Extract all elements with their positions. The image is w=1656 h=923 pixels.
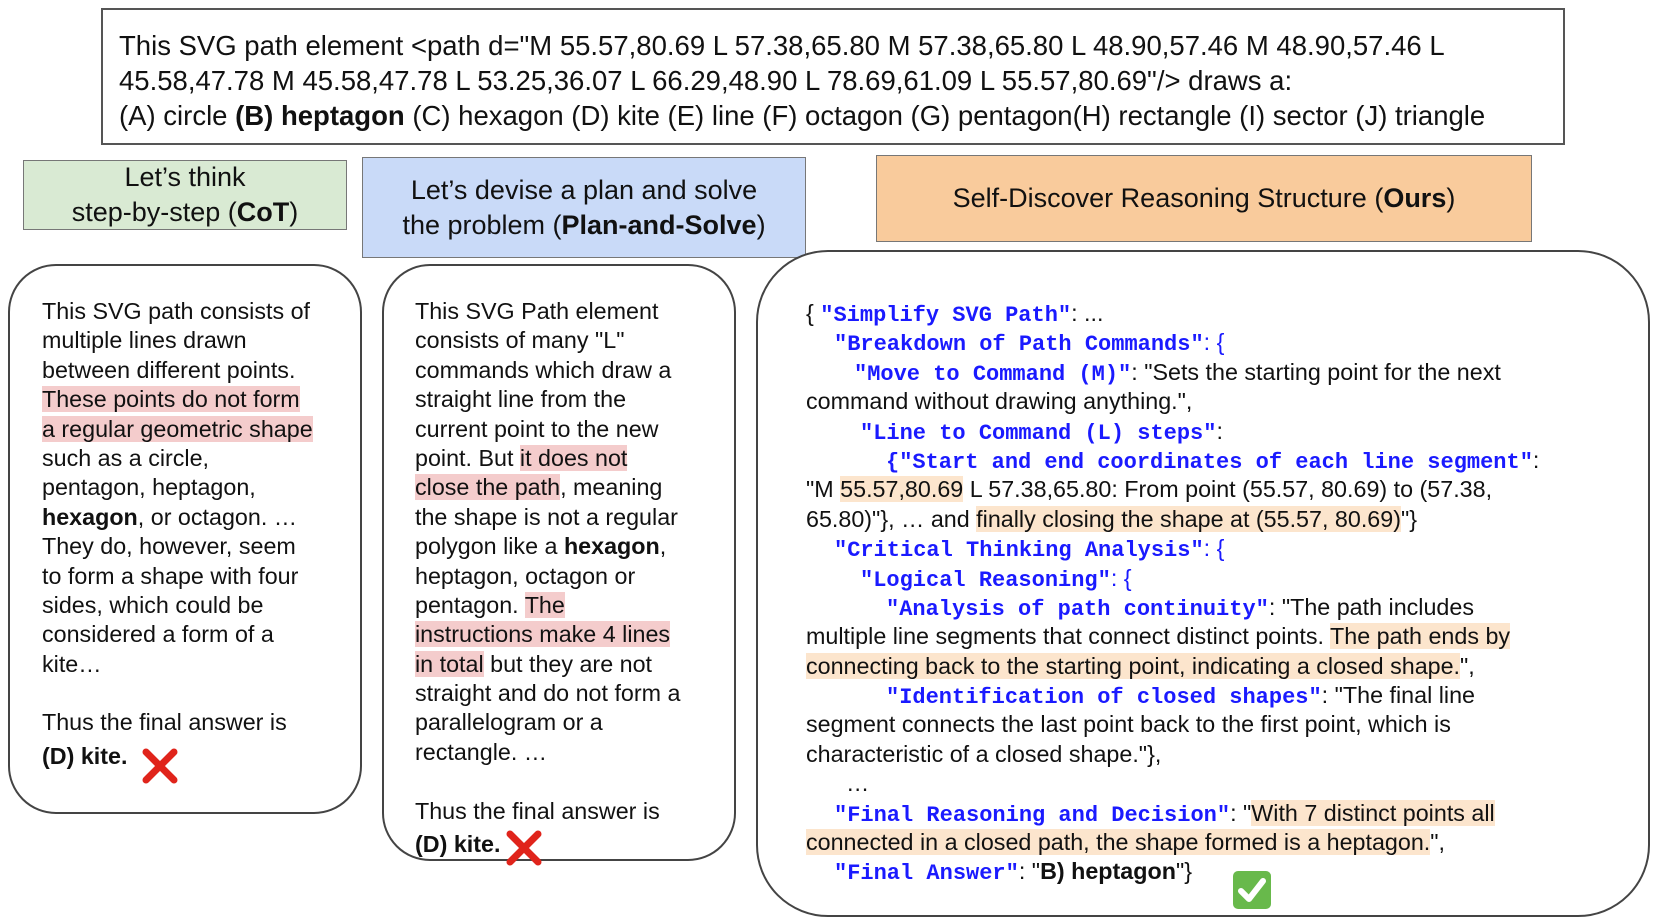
module-value: "} [1175,858,1193,885]
cot-line: to form a shape with four [42,562,299,589]
ours-line [806,475,1539,504]
ours-line [806,446,1539,475]
ours-text: multiple line segments that connect distinct points. [806,623,1331,650]
cot-spacer [42,679,313,708]
cot-header-abbr: CoT [236,197,290,227]
cot-line [42,415,313,444]
ps-spacer [415,767,680,796]
cot-line: considered a form of a [42,621,274,648]
ps-answer: (D) kite. [415,831,501,858]
module-value: : [1532,446,1540,473]
ours-line [806,681,1539,710]
cot-line: multiple lines drawn [42,327,247,354]
option-a: (A) circle [119,100,236,131]
ps-line: current point to the new [415,415,659,442]
ours-line [806,799,1539,828]
ours-line: segment connects the last point back to the first point, which is [806,711,1451,738]
module-key: "Simplify SVG Path" [820,303,1072,328]
ps-error-highlight: The [524,591,565,618]
question-box [101,8,1565,145]
ps-line [415,620,680,649]
ps-final-text: Thus the final answer is [415,797,660,824]
ours-text: ", [1460,652,1475,679]
open-brace: { [806,300,821,326]
ps-line: straight and do not form a [415,680,681,707]
ps-line [415,444,680,473]
cot-error-highlight: These points do not form [42,386,300,413]
cot-header [23,160,347,230]
cot-answer: (D) kite. [42,743,128,770]
ours-text: L 57.38,65.80: From point (55.57, 80.69) to (57.38, [963,476,1493,503]
ps-header-line-1: Let’s devise a plan and solve [410,174,758,205]
cot-line: kite… [42,650,102,677]
ps-line [415,532,680,561]
ps-line [415,650,680,679]
module-value: : "The path includes [1268,593,1474,620]
ps-line: heptagon, octagon or [415,562,636,589]
ps-error-highlight: instructions make 4 lines [415,621,671,648]
ours-line [806,593,1539,622]
ours-line [806,857,1539,886]
ours-line [806,564,1539,593]
correct-highlight: With 7 distinct points all [1251,799,1495,826]
cot-bold-word: hexagon [42,503,138,530]
cot-line-text: , or octagon. … [137,503,298,530]
correct-highlight: 55.57,80.69 [840,476,964,503]
ellipsis: … [846,770,870,797]
ps-line-text: point. But [415,444,520,471]
correct-highlight: connected in a closed path, the shape formed is a heptagon. [806,829,1431,856]
ours-line [806,299,1539,328]
cot-error-highlight: a regular geometric shape [42,415,313,442]
module-value: : "The final line [1321,682,1475,709]
ps-line-text: polygon like a [415,533,564,560]
cot-line: pentagon, heptagon, [42,474,256,501]
module-value: : { [1110,564,1132,591]
self-discover-structure [806,299,1539,887]
correct-highlight: The path ends by [1330,623,1511,650]
cot-header-text: step-by-step ( [71,197,237,227]
final-answer: B) heptagon [1040,858,1176,885]
ps-error-highlight: close the path [415,474,561,501]
cot-line [42,503,313,532]
ps-line-text: , meaning [560,474,663,501]
ps-header-close: ) [756,209,766,240]
module-value: : " [1230,799,1252,826]
question-line-2: 45.58,47.78 M 45.58,47.78 L 53.25,36.07 L 66.29,48.90 L 78.69,61.09 L 55.57,80.69"/> draws a: [119,65,1293,96]
ps-error-highlight: it does not [519,444,628,471]
module-key: "Identification of closed shapes" [886,685,1322,711]
ps-bold-word: hexagon [563,533,660,560]
cross-mark-icon [140,746,180,786]
ps-answer-line [415,826,680,858]
module-value: : [1216,417,1223,444]
module-value: : " [1018,858,1041,885]
ours-header-text: Self-Discover Reasoning Structure ( [952,183,1384,213]
cot-line: This SVG path consists of [42,298,311,324]
ours-text: "} [1400,505,1418,532]
module-key: "Line to Command (L) steps" [860,420,1217,446]
self-discover-header [876,155,1532,242]
cot-line [42,385,313,414]
ps-line [415,591,680,620]
module-key: "Logical Reasoning" [860,567,1111,593]
ps-line: the shape is not a regular [415,503,678,530]
ours-header-abbr: Ours [1383,183,1447,213]
check-mark-icon [1232,870,1272,910]
cross-mark-icon [504,828,544,868]
option-b-correct: (B) heptagon [235,100,405,131]
ps-line: straight line from the [415,386,627,413]
ps-header-abbr: Plan-and-Solve [561,209,757,240]
ours-line [806,358,1539,387]
cot-line: such as a circle, [42,444,210,471]
ours-line [806,505,1539,534]
ours-text: ", [1430,829,1446,856]
option-rest: (C) hexagon (D) kite (E) line (F) octagon (G) pentagon(H) rectangle (I) sector (J) triangle [404,100,1486,131]
module-value: : { [1203,535,1225,562]
cot-line: They do, however, seem [42,533,296,560]
cot-header-line-1: Let’s think [124,162,246,192]
ours-line [806,534,1539,563]
module-key: "Final Reasoning and Decision" [834,802,1231,828]
ours-line [806,769,1539,798]
correct-highlight: finally closing the shape at (55.57, 80.69) [976,505,1401,532]
module-value: : "Sets the starting point for the next [1131,358,1501,385]
ps-line: parallelogram or a [415,709,603,736]
plan-solve-reasoning [415,297,681,858]
ps-line-text: but they are not [483,650,653,677]
ps-line: This SVG Path element [415,298,659,324]
cot-header-close: ) [289,197,299,227]
cot-reasoning [42,297,313,770]
module-key: "Analysis of path continuity" [886,596,1269,622]
ps-error-highlight: in total [415,650,484,677]
ps-line: commands which draw a [415,356,672,383]
ours-line [806,622,1539,651]
question-line-1: This SVG path element <path d="M 55.57,80.69 L 57.38,65.80 M 57.38,65.80 L 48.90,57.46 M 48.90,57.46 L [119,30,1445,61]
question-options [119,98,1547,133]
ours-text: "M [806,476,841,503]
module-key: "Breakdown of Path Commands" [834,332,1204,358]
module-key: "Critical Thinking Analysis" [834,538,1204,564]
cot-final-text: Thus the final answer is [42,709,287,736]
module-value: : ... [1071,300,1104,326]
ours-line: command without drawing anything.", [806,388,1193,415]
ours-line [806,328,1539,357]
ours-header-close: ) [1446,183,1456,213]
ours-line [806,828,1539,857]
ours-header-line [953,181,1456,216]
correct-highlight: connecting back to the starting point, indicating a closed shape. [806,652,1461,679]
cot-answer-line [42,738,313,770]
module-key: {"Start and end coordinates of each line segment" [886,449,1533,475]
cot-line: between different points. [42,356,296,383]
module-key: "Final Answer" [834,861,1019,887]
ps-header-line-2 [402,208,765,243]
ps-line: consists of many "L" [415,327,625,354]
ours-line [806,417,1539,446]
ours-text: 65.80)"}, … and [806,505,977,532]
module-key: "Move to Command (M)" [854,361,1132,387]
module-value: : { [1203,329,1225,356]
ps-line-text: pentagon. [415,591,525,618]
cot-line: sides, which could be [42,591,264,618]
ours-line: characteristic of a closed shape."}, [806,740,1162,767]
cot-header-line-2 [72,195,299,230]
ours-line [806,652,1539,681]
ps-line-text: , [659,533,667,560]
ps-line: rectangle. … [415,738,548,765]
ps-header-text: the problem ( [402,209,562,240]
plan-solve-header [362,157,806,258]
ps-line [415,473,680,502]
